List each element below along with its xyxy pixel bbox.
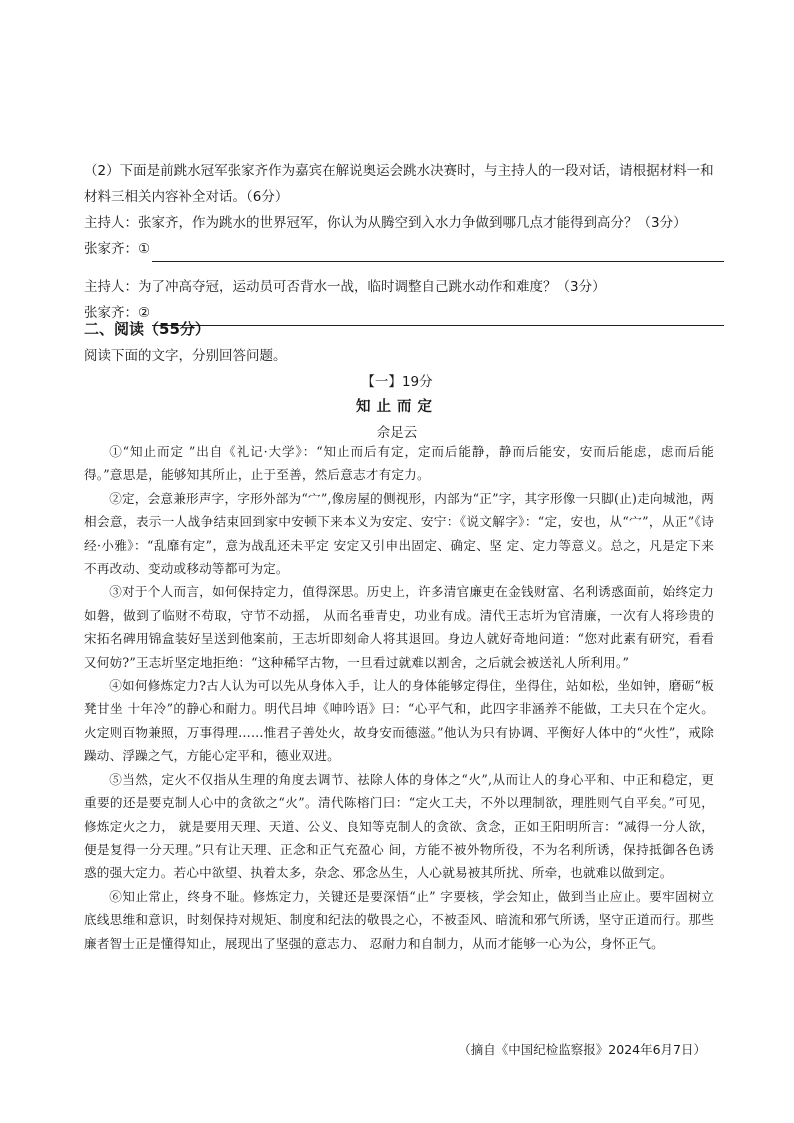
passage-part-label: 【一】19分 [361,374,433,390]
question-2-intro: （2）下面是前跳水冠军张家齐作为嘉宾在解说奥运会跳水决赛时，与主持人的一段对话，请根据材料一和材料三相关内容补全对话。（6分） [84,163,714,205]
answer-1-blank[interactable] [152,245,724,262]
section-title: 二、阅读（55分） [84,320,210,338]
answer-2-label: 张家齐：② [84,305,151,321]
paragraph: ①“知止而定 ”出自《礼记·大学》：“知止而后有定，定而后能静，静而后能安，安而后能虑，虑而后能得。”意思是，能够知其所止，止于至善，然后意志才有定力。 [84,444,714,483]
paragraph: ⑥知止常止，终身不耻。修炼定力，关键还是要深悟“止” 字要核，学会知止，做到当止应止。要牢固树立底线思维和意识，时刻保持对规矩、制度和纪法的敬畏之心，不被歪风、暗流和邪气所诱，坚守正道而行。那些廉者智士正是懂得知止，展现出了坚强的意志力、 忍耐力和自制力，从而才能够一心为公，身怀正气。 [84,888,714,951]
paragraph: ②定，会意兼形声字，字形外部为“宀”,像房屋的侧视形，内部为“正”字，其字形像一只脚(止)走向城池，两相会意，表示一人战争结束回到家中安顿下来本义为安定、安宁：《说文解字》：“定，安也，从“宀”，从正”《诗经·小雅》：“乱靡有定”，意为战乱还未平定 安定又引申出固定、确定、坚 定、定力等意义。总之，凡是定下来不再改动、变动或移动等都可为定。 [84,490,714,577]
paragraph: ③对于个人而言，如何保持定力，值得深思。历史上，许多清官廉吏在金钱财富、名利诱惑面前，始终定力如磐，做到了临财不苟取，守节不动摇， 从而名垂青史，功业有成。清代王志圻为官清廉，一次有人将珍贵的宋拓名碑用锦盒装好呈送到他案前，王志圻即刻命人将其退回。身边人就好奇地问道：“您对此素有研究，看看又何妨?”王志圻坚定地拒绝：“这种稀罕古物，一旦看过就难以割舍，之后就会被送礼人所利用。” [84,584,714,670]
answer-line-1 [84,238,724,262]
answer-1-label: 张家齐：① [84,241,151,257]
host-question-2: 主持人：为了冲高夺冠，运动员可否背水一战，临时调整自己跳水动作和难度？（3分） [84,279,606,295]
paragraph: ⑤当然，定火不仅指从生理的角度去调节、祛除人体的身体之“火”,从而让人的身心平和、中正和稳定，更重要的还是要克制人心中的贪欲之“火”。清代陈榕门曰：“定火工夫，不外以理制欲，理胜则气自平矣。”可见，修炼定火之力， 就是要用天理、天道、公义、良知等克制人的贪欲、贪念，正如王阳明所言：“减得一分人欲，便是复得一分天理。”只有让天理、正念和正气充盈心 间，方能不被外物所役，不为名利所诱，保持抵御各色诱惑的强大定力。若心中欲望、执着太多，杂念、邪念丛生，人心就易被其所扰、所牵，也就难以做到定。 [84,771,714,881]
host-question-1: 主持人：张家齐，作为跳水的世界冠军，你认为从腾空到入水力争做到哪几点才能得到高分？（3分） [84,215,687,231]
paragraph: ④如何修炼定力?古人认为可以先从身体入手，让人的身体能够定得住，坐得住，站如松，坐如钟，磨砺“板凳甘坐 十年冷”的静心和耐力。明代吕坤《呻吟语》曰：“心平气和，此四字非涵养不能做，工夫只在个定火。火定则百物兼照，万事得理……惟君子善处火，故身安而德滋。”他认为只有协调、平衡好人体中的“火性”，戒除躁动、浮躁之气，方能心定平和，德业双进。 [84,678,714,764]
answer-2-blank[interactable] [152,309,724,326]
question-2-block [84,158,724,326]
passage-title: 知止而定 [356,399,438,415]
section-instruction: 阅读下面的文字，分别回答问题。 [84,348,287,364]
passage-author: 佘足云 [376,425,418,441]
passage-body [84,440,714,955]
passage-source: （摘自《中国纪检监察报》2024年6月7日） [458,1042,706,1057]
